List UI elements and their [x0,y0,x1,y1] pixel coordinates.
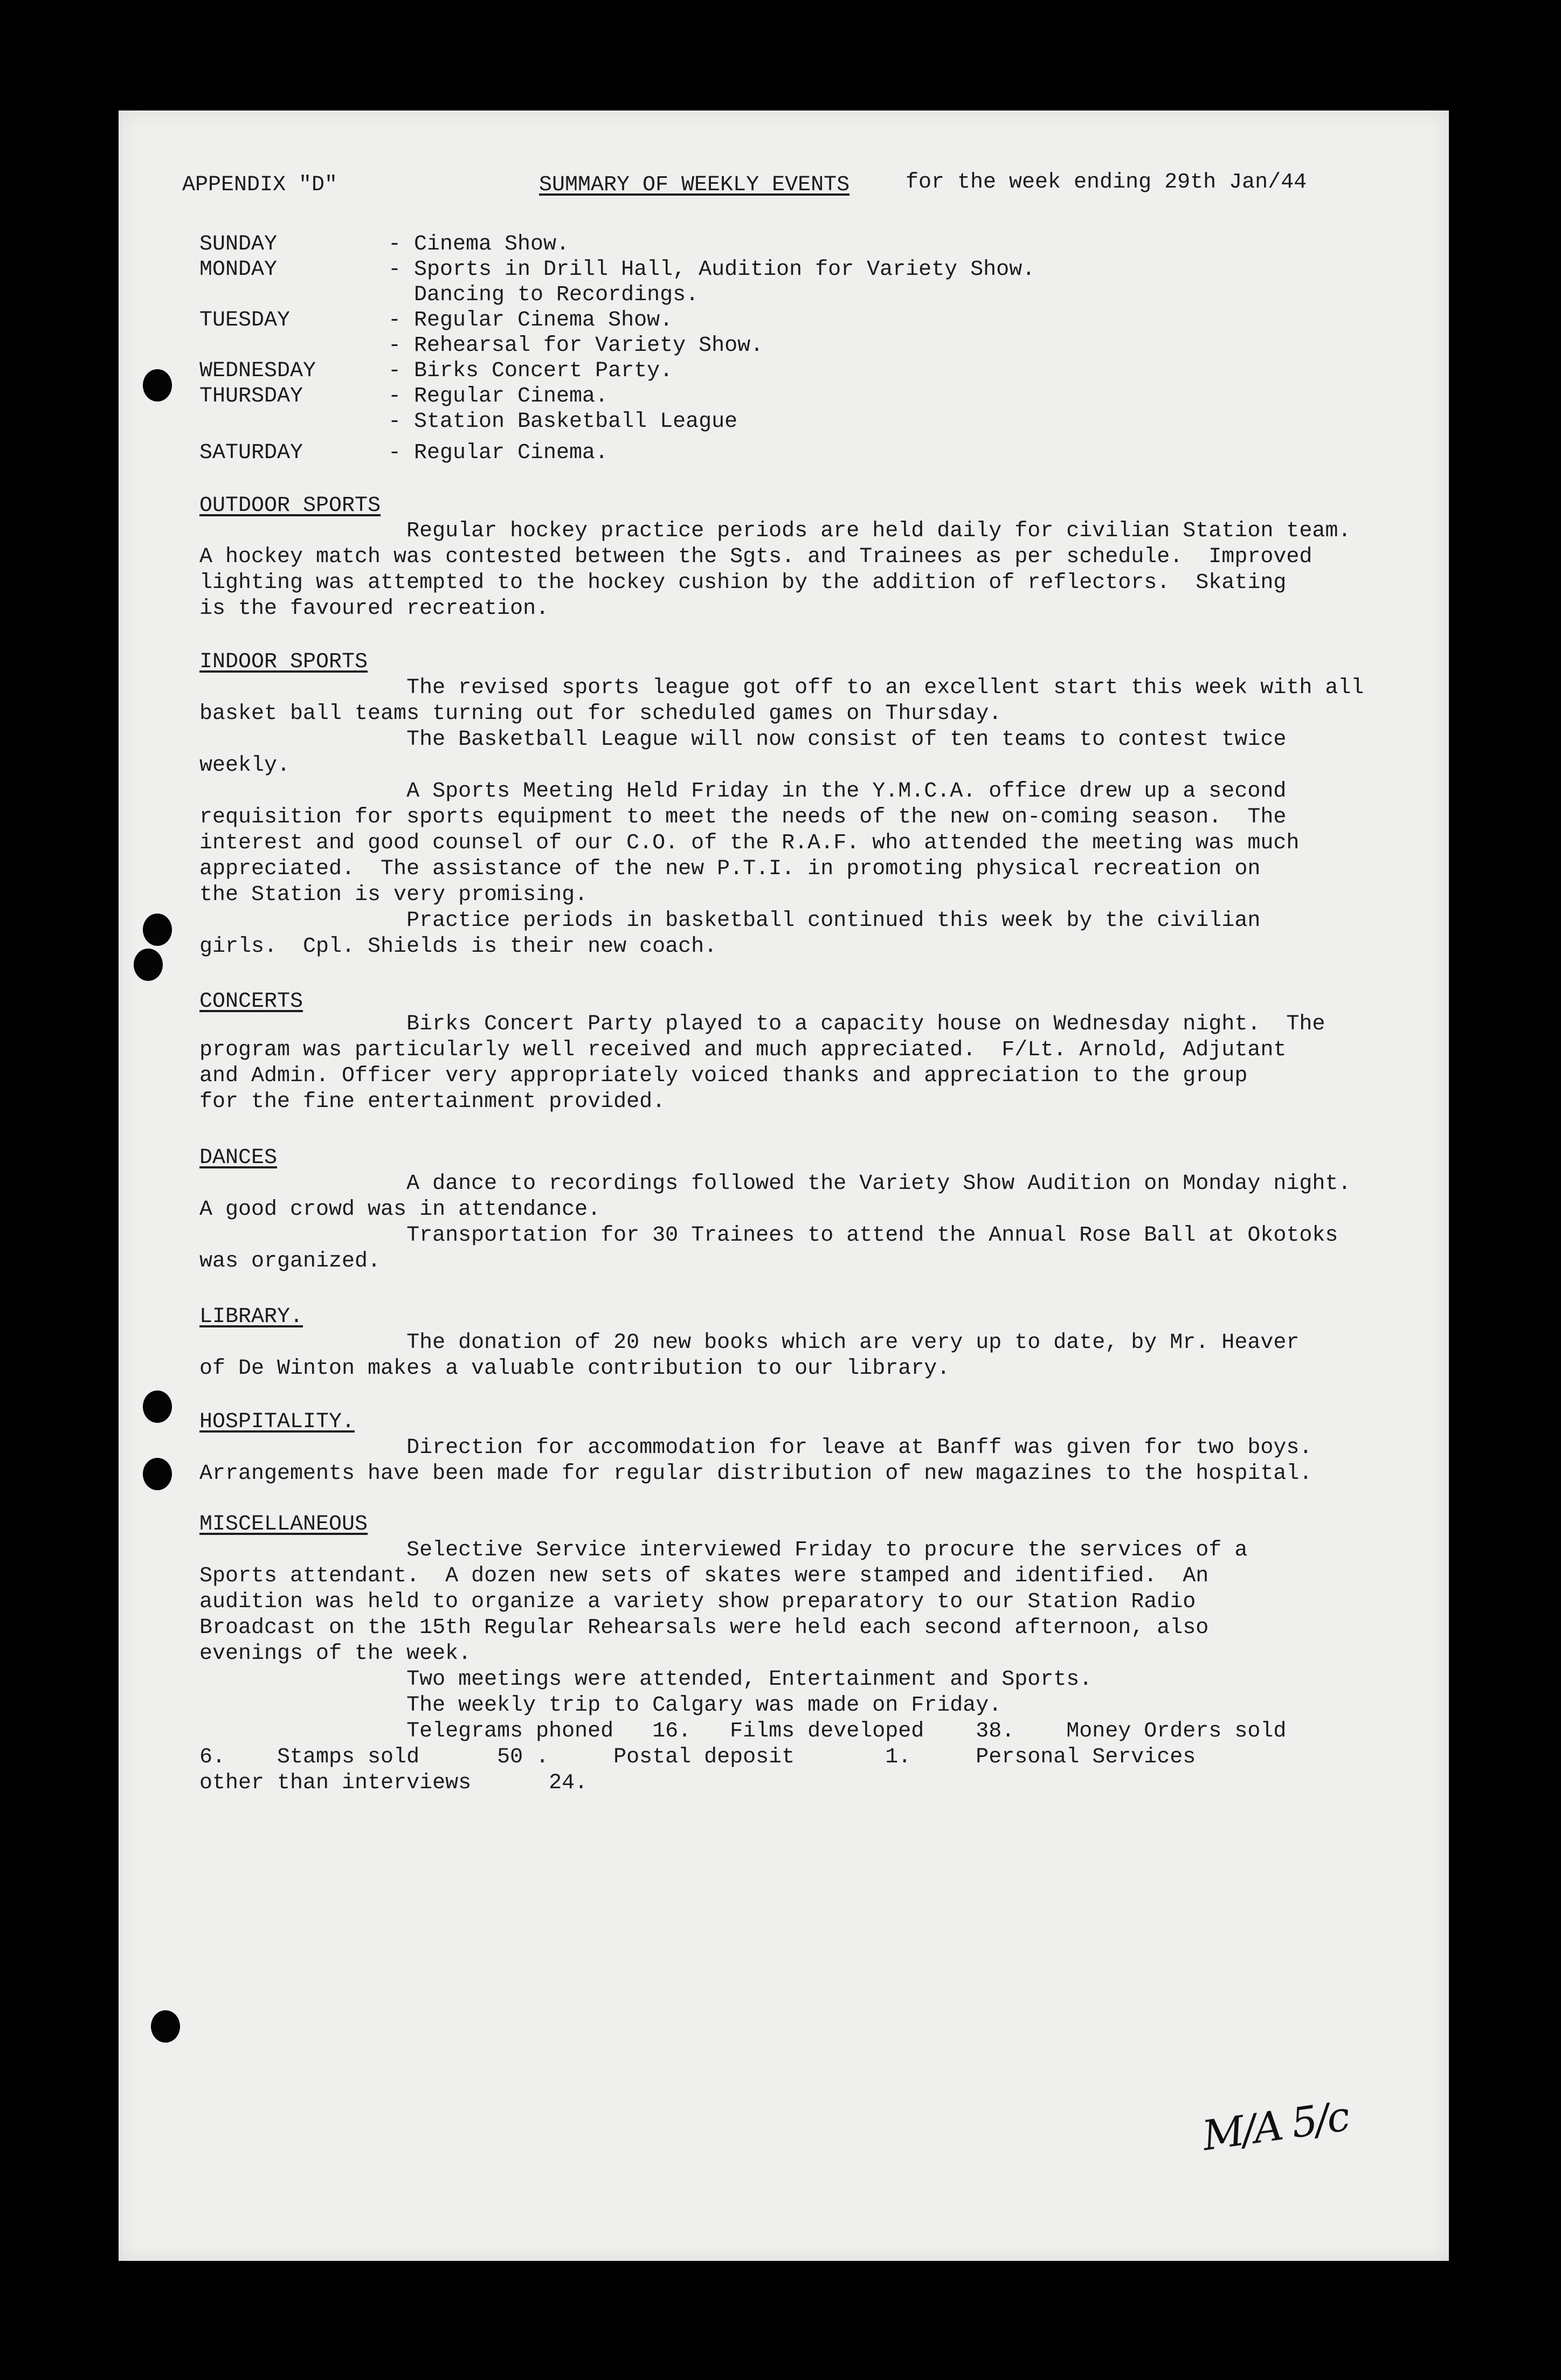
schedule-event: - Station Basketball League [388,410,738,434]
appendix-label: APPENDIX "D" [182,173,338,197]
punch-hole [134,949,163,981]
misc-line: audition was held to organize a variety show preparatory to our Station Radio [199,1590,1196,1614]
schedule-day: MONDAY [199,258,278,282]
indoor-line: The Basketball League will now consist of ten teams to contest twice [199,728,1287,752]
schedule-event: - Regular Cinema Show. [388,308,673,333]
indoor-line: Practice periods in basketball continued this week by the civilian [199,909,1261,933]
indoor-line: weekly. [199,753,291,778]
misc-line: Telegrams phoned 16. Films developed 38. Money Orders sold [199,1719,1287,1744]
punch-hole [143,1390,172,1423]
misc-line: Broadcast on the 15th Regular Rehearsals were held each second afternoon, also [199,1616,1209,1640]
misc-line: Two meetings were attended, Entertainment and Sports. [199,1668,1093,1692]
schedule-event: - Cinema Show. [388,232,570,257]
indoor-line: appreciated. The assistance of the new P.T.I. in promoting physical recreation on [199,857,1261,881]
punch-hole [151,2010,180,2043]
outdoor-line: Regular hockey practice periods are held daily for civilian Station team. [199,519,1351,543]
handwritten-signature: M/A 5/c [1199,2092,1351,2160]
misc-line: 6. Stamps sold 50 . Postal deposit 1. Personal Services [199,1745,1196,1769]
concerts-line: for the fine entertainment provided. [199,1090,666,1114]
schedule-day: WEDNESDAY [199,359,316,383]
concerts-line: and Admin. Officer very appropriately voiced thanks and appreciation to the group [199,1064,1248,1088]
schedule-event: - Rehearsal for Variety Show. [388,334,764,358]
misc-line: evenings of the week. [199,1642,472,1666]
document-title: SUMMARY OF WEEKLY EVENTS [539,173,850,197]
schedule-event: - Regular Cinema. [388,384,609,409]
library-line: of De Winton makes a valuable contribution to our library. [199,1357,950,1381]
schedule-day: TUESDAY [199,308,291,333]
section-heading-indoor: INDOOR SPORTS [199,650,368,674]
section-heading-dances: DANCES [199,1146,278,1170]
hospitality-line: Arrangements have been made for regular distribution of new magazines to the hospital. [199,1462,1313,1486]
indoor-line: requisition for sports equipment to meet the needs of the new on-coming season. The [199,805,1287,829]
indoor-line: A Sports Meeting Held Friday in the Y.M.C.A. office drew up a second [199,779,1287,804]
punch-hole [143,1458,172,1490]
punch-hole [143,914,172,946]
indoor-line: The revised sports league got off to an excellent start this week with all [199,676,1364,700]
section-heading-misc: MISCELLANEOUS [199,1512,368,1537]
schedule-event: - Sports in Drill Hall, Audition for Variety Show. [388,258,1035,282]
week-ending: for the week ending 29th Jan/44 [906,170,1307,195]
outdoor-line: lighting was attempted to the hockey cushion by the addition of reflectors. Skating [199,571,1287,595]
section-heading-hospitality: HOSPITALITY. [199,1410,355,1434]
outdoor-line: A hockey match was contested between the Sgts. and Trainees as per schedule. Improved [199,545,1313,569]
outdoor-line: is the favoured recreation. [199,597,549,621]
schedule-day: SATURDAY [199,441,303,465]
dances-line: was organized. [199,1249,381,1274]
dances-line: A dance to recordings followed the Variety Show Audition on Monday night. [199,1172,1351,1196]
concerts-line: program was particularly well received and much appreciated. F/Lt. Arnold, Adjutant [199,1038,1287,1062]
schedule-event: - Regular Cinema. [388,441,609,465]
indoor-line: girls. Cpl. Shields is their new coach. [199,935,717,959]
hospitality-line: Direction for accommodation for leave at Banff was given for two boys. [199,1436,1313,1460]
misc-line: The weekly trip to Calgary was made on Friday. [199,1693,1002,1718]
schedule-day: SUNDAY [199,232,278,257]
schedule-event: Dancing to Recordings. [388,283,699,307]
section-heading-library: LIBRARY. [199,1305,303,1329]
misc-line: Selective Service interviewed Friday to procure the services of a [199,1538,1248,1562]
section-heading-outdoor: OUTDOOR SPORTS [199,494,381,518]
concerts-line: Birks Concert Party played to a capacity house on Wednesday night. The [199,1012,1325,1036]
indoor-line: the Station is very promising. [199,883,588,907]
section-heading-concerts: CONCERTS [199,990,303,1014]
dances-line: A good crowd was in attendance. [199,1198,601,1222]
schedule-event: - Birks Concert Party. [388,359,673,383]
misc-line: other than interviews 24. [199,1771,588,1795]
indoor-line: basket ball teams turning out for scheduled games on Thursday. [199,702,1002,726]
library-line: The donation of 20 new books which are very up to date, by Mr. Heaver [199,1331,1300,1355]
misc-line: Sports attendant. A dozen new sets of skates were stamped and identified. An [199,1564,1209,1588]
dances-line: Transportation for 30 Trainees to attend the Annual Rose Ball at Okotoks [199,1223,1338,1248]
document-page [119,110,1449,2261]
indoor-line: interest and good counsel of our C.O. of the R.A.F. who attended the meeting was much [199,831,1300,855]
punch-hole [143,369,172,402]
schedule-day: THURSDAY [199,384,303,409]
